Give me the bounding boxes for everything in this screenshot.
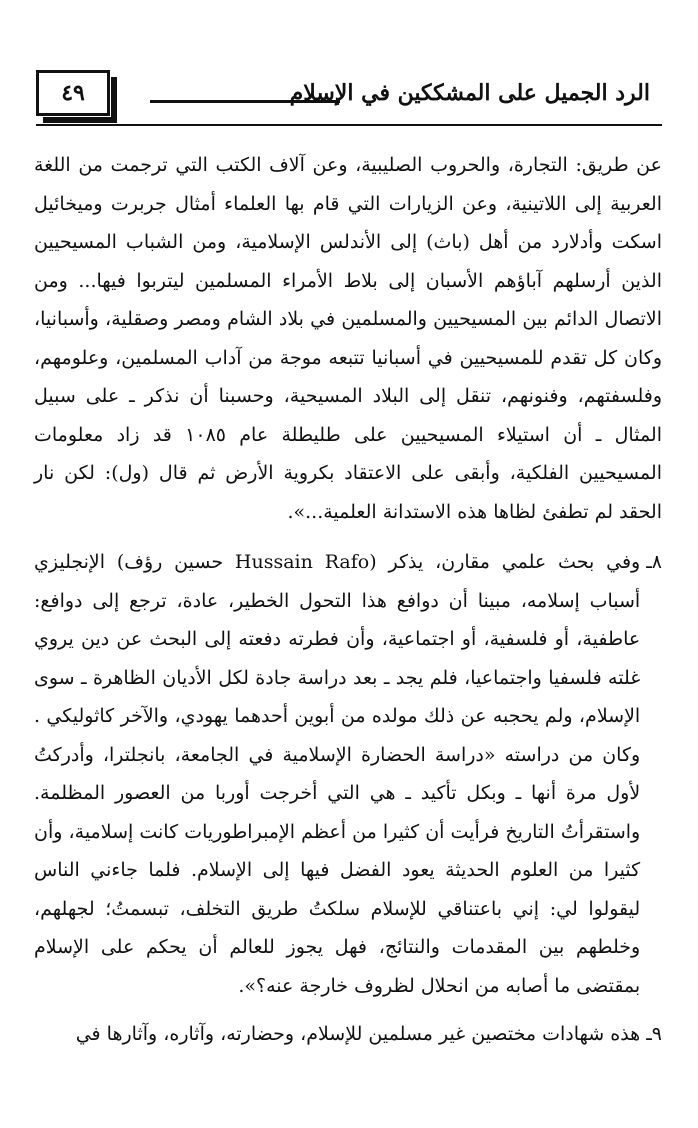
list-item-8 — [34, 543, 662, 1005]
page-body — [34, 146, 662, 1064]
item-9-text: هذه شهادات مختصين غير مسلمين للإسلام، وحضارته، وآثاره، وآثارها في — [75, 1023, 641, 1045]
book-title: الرد الجميل على المشككين في الإسلام — [289, 80, 650, 106]
page-header — [0, 0, 698, 140]
continued-paragraph: عن طريق: التجارة، والحروب الصليبية، وعن آلاف الكتب التي ترجمت من اللغة العربية إلى اللاتينية، وعن الزيارات التي قام بها العلماء أمثال جربرت وميخائيل اسكت وأدلارد من أهل (باث) إلى الأندلس الإسلامية، ومن الشباب المسيحيين الذين أرسلهم آباؤهم الأسبان إلى بلاط الأمراء المسلمين ليتربوا فيها... ومن الاتصال الدائم بين المسيحيين والمسلمين في بلاد الشام ومصر وصقلية، وأسبانيا، وكان كل تقدم للمسيحيين في أسبانيا تتبعه موجة من آداب المسلمين، وعلومهم، وفلسفتهم، وفنونهم، تنقل إلى البلاد المسيحية، وحسبنا أن نذكر ـ على سبيل المثال ـ أن استيلاء المسيحيين على طليطلة عام ١٠٨٥ قد زاد معلومات المسيحيين الفلكية، وأبقى على الاعتقاد بكروية الأرض ثم قال (ول): لكن نار الحقد لم تطفئ لظاها هذه الاستدانة العلمية...». — [34, 154, 662, 523]
page-number: ٤٩ — [61, 80, 85, 106]
item-8-number: ٨ـ — [646, 551, 662, 573]
item-9-number: ٩ـ — [646, 1023, 662, 1045]
list-item-9 — [34, 1015, 662, 1054]
header-divider — [36, 124, 662, 126]
item-8-text: وفي بحث علمي مقارن، يذكر (Hussain Rafo حسين رؤف) الإنجليزي أسباب إسلامه، مبينا أن دوافع هذا التحول الخطير، عادة، ترجع إلى دوافع: عاطفية، أو فلسفية، أو اجتماعية، وأن فطرته دفعته إلى البحث عن دين يروي غلته فلسفيا واجتماعيا، فلم يجد ـ بعد دراسة جادة لكل الأديان الظاهرة ـ سوى الإسلام، ولم يحجبه عن ذلك مولده من أبوين أحدهما يهودي، والآخر كاثوليكي . وكان من دراسته «دراسة الحضارة الإسلامية في الجامعة، بانجلترا، وأدركتُ لأول مرة أنها ـ وبكل تأكيد ـ هي التي أخرجت أوربا من العصور المظلمة. واستقرأتُ التاريخ فرأيت أن كثيرا من أعظم الإمبراطوريات كانت إسلامية، وأن كثيرا من العلوم الحديثة يعود الفضل فيها إلى الإسلام. فلما جاءني الناس ليقولوا لي: إني باعتناقي للإسلام سلكتُ طريق التخلف، تبسمتُ؛ لجهلهم، وخلطهم بين المقدمات والنتائج، فهل يجوز للعالم أن يحكم على الإسلام بمقتضى ما أصابه من انحلال لظروف خارجة عنه؟». — [34, 551, 641, 997]
